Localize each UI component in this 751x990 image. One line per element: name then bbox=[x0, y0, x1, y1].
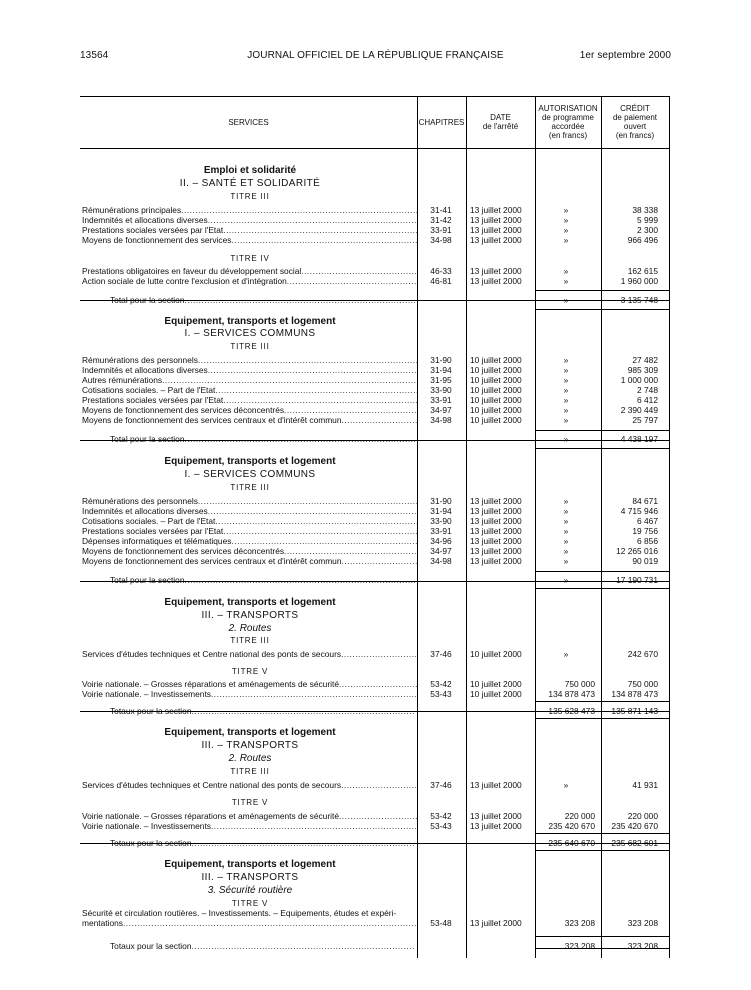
total-label: Total pour la section ..... bbox=[110, 434, 415, 444]
row-date: 10 juillet 2000 bbox=[470, 415, 522, 425]
row-date: 13 juillet 2000 bbox=[470, 918, 522, 928]
row-autorisation: » bbox=[563, 405, 569, 415]
section-heading: TITRE V bbox=[231, 798, 269, 807]
row-credit: 90 019 bbox=[632, 556, 658, 566]
journal-title: JOURNAL OFFICIEL DE LA RÉPUBLIQUE FRANÇAISE bbox=[247, 50, 504, 61]
row-autorisation: » bbox=[563, 649, 569, 659]
row-chapitre: 31-42 bbox=[430, 215, 452, 225]
row-credit: 1 000 000 bbox=[620, 375, 658, 385]
table-row bbox=[80, 811, 669, 821]
table-row bbox=[80, 506, 669, 516]
col-header-services: SERVICES bbox=[228, 117, 269, 127]
section-heading: I. – SERVICES COMMUNS bbox=[184, 328, 316, 339]
row-autorisation: » bbox=[563, 385, 569, 395]
row-date: 13 juillet 2000 bbox=[470, 536, 522, 546]
table-row bbox=[80, 276, 669, 286]
row-label: Voirie nationale. – Grosses réparations et aménagements de sécurité ..... bbox=[82, 811, 417, 821]
row-date: 13 juillet 2000 bbox=[470, 526, 522, 536]
row-autorisation: » bbox=[563, 546, 569, 556]
section-heading: II. – SANTÉ ET SOLIDARITÉ bbox=[179, 178, 321, 189]
section-heading: III. – TRANSPORTS bbox=[201, 740, 299, 751]
row-date: 13 juillet 2000 bbox=[470, 266, 522, 276]
row-credit: 235 420 670 bbox=[611, 821, 658, 831]
row-date: 13 juillet 2000 bbox=[470, 496, 522, 506]
row-label: Services d'études techniques et Centre national des ponts de secours ..... bbox=[82, 780, 417, 790]
col-header-chapitres: CHAPITRES bbox=[418, 117, 465, 127]
row-autorisation: » bbox=[563, 365, 569, 375]
row-chapitre: 31-94 bbox=[430, 365, 452, 375]
row-label: Moyens de fonctionnement des services ..... bbox=[82, 235, 417, 245]
row-label: Dépenses informatiques et télématiques ..... bbox=[82, 536, 417, 546]
row-date: 10 juillet 2000 bbox=[470, 395, 522, 405]
row-chapitre: 33-91 bbox=[430, 395, 452, 405]
row-chapitre: 31-41 bbox=[430, 205, 452, 215]
section-bottom-rule bbox=[535, 309, 669, 310]
row-label: Moyens de fonctionnement des services déconcentrés ..... bbox=[82, 546, 417, 556]
section-heading: III. – TRANSPORTS bbox=[201, 872, 299, 883]
section-separator bbox=[80, 581, 669, 582]
section-heading: TITRE III bbox=[230, 483, 270, 492]
row-chapitre: 53-43 bbox=[430, 821, 452, 831]
row-label: Cotisations sociales. – Part de l'Etat ..... bbox=[82, 385, 417, 395]
row-autorisation: » bbox=[563, 395, 569, 405]
table-row bbox=[80, 355, 669, 365]
table-row bbox=[80, 405, 669, 415]
row-credit: 19 756 bbox=[632, 526, 658, 536]
total-rule bbox=[535, 430, 669, 431]
row-credit: 5 999 bbox=[637, 215, 658, 225]
row-date: 13 juillet 2000 bbox=[470, 276, 522, 286]
row-autorisation: 134 878 473 bbox=[548, 689, 595, 699]
table-row bbox=[80, 365, 669, 375]
table-row bbox=[80, 225, 669, 235]
row-chapitre: 53-42 bbox=[430, 811, 452, 821]
total-rule bbox=[535, 833, 669, 834]
row-chapitre: 31-90 bbox=[430, 355, 452, 365]
row-credit: 2 300 bbox=[637, 225, 658, 235]
total-label: Total pour la section ..... bbox=[110, 575, 415, 585]
total-row bbox=[80, 941, 669, 951]
section-separator bbox=[80, 440, 669, 441]
total-autorisation: 323 208 bbox=[564, 941, 595, 951]
row-chapitre: 34-96 bbox=[430, 536, 452, 546]
row-chapitre: 33-90 bbox=[430, 385, 452, 395]
row-label: Prestations sociales versées par l'Etat ..... bbox=[82, 526, 417, 536]
row-chapitre: 31-90 bbox=[430, 496, 452, 506]
row-label: Voirie nationale. – Grosses réparations et aménagements de sécurité ..... bbox=[82, 679, 417, 689]
row-credit: 1 960 000 bbox=[620, 276, 658, 286]
row-chapitre: 37-46 bbox=[430, 649, 452, 659]
table-row bbox=[80, 415, 669, 425]
row-label: Cotisations sociales. – Part de l'Etat ..... bbox=[82, 516, 417, 526]
row-date: 13 juillet 2000 bbox=[470, 821, 522, 831]
section-heading: TITRE IV bbox=[230, 254, 270, 263]
row-credit: 25 797 bbox=[632, 415, 658, 425]
row-label: Action sociale de lutte contre l'exclusion et d'intégration ..... bbox=[82, 276, 417, 286]
row-credit: 2 748 bbox=[637, 385, 658, 395]
total-credit: 17 190 731 bbox=[616, 575, 658, 585]
section-heading: TITRE III bbox=[230, 192, 270, 201]
section-bottom-rule bbox=[535, 718, 669, 719]
row-chapitre: 37-46 bbox=[430, 780, 452, 790]
row-credit: 27 482 bbox=[632, 355, 658, 365]
table-row bbox=[80, 205, 669, 215]
section-bottom-rule bbox=[535, 448, 669, 449]
row-date: 10 juillet 2000 bbox=[470, 649, 522, 659]
row-credit: 134 878 473 bbox=[611, 689, 658, 699]
section-heading: Equipement, transports et logement bbox=[164, 316, 336, 327]
row-date: 10 juillet 2000 bbox=[470, 375, 522, 385]
row-label: Autres rémunérations ..... bbox=[82, 375, 417, 385]
row-date: 13 juillet 2000 bbox=[470, 811, 522, 821]
section-heading: 2. Routes bbox=[228, 753, 272, 764]
row-autorisation: » bbox=[563, 276, 569, 286]
section-heading: TITRE V bbox=[231, 667, 269, 676]
section-heading: 2. Routes bbox=[228, 623, 272, 634]
row-credit: 6 412 bbox=[637, 395, 658, 405]
section-heading: TITRE III bbox=[230, 636, 270, 645]
table-row bbox=[80, 821, 669, 831]
table-row bbox=[80, 689, 669, 699]
row-label: Voirie nationale. – Investissements ..... bbox=[82, 821, 417, 831]
row-credit: 323 208 bbox=[627, 918, 658, 928]
row-credit: 220 000 bbox=[627, 811, 658, 821]
section-heading: TITRE V bbox=[231, 899, 269, 908]
row-chapitre: 34-98 bbox=[430, 415, 452, 425]
row-date: 10 juillet 2000 bbox=[470, 355, 522, 365]
row-chapitre: 33-91 bbox=[430, 225, 452, 235]
row-autorisation: 323 208 bbox=[564, 918, 595, 928]
row-date: 10 juillet 2000 bbox=[470, 689, 522, 699]
col-header-credit: CRÉDIT de paiement ouvert (en francs) bbox=[612, 104, 658, 140]
section-heading: III. – TRANSPORTS bbox=[201, 610, 299, 621]
row-autorisation: » bbox=[563, 375, 569, 385]
row-date: 13 juillet 2000 bbox=[470, 215, 522, 225]
row-label: Rémunérations des personnels ..... bbox=[82, 496, 417, 506]
section-heading: 3. Sécurité routière bbox=[207, 885, 293, 896]
col-header-date: DATE de l'arrêté bbox=[482, 113, 519, 131]
row-autorisation: 220 000 bbox=[564, 811, 595, 821]
page-number: 13564 bbox=[80, 50, 109, 61]
total-credit: 323 208 bbox=[627, 941, 658, 951]
section-heading: TITRE III bbox=[230, 342, 270, 351]
table-row bbox=[80, 556, 669, 566]
table-row bbox=[80, 385, 669, 395]
total-rule bbox=[535, 290, 669, 291]
section-bottom-rule bbox=[535, 588, 669, 589]
total-rule bbox=[535, 701, 669, 702]
row-chapitre: 53-42 bbox=[430, 679, 452, 689]
row-date: 10 juillet 2000 bbox=[470, 405, 522, 415]
row-date: 13 juillet 2000 bbox=[470, 235, 522, 245]
table-row bbox=[80, 235, 669, 245]
row-label: Prestations sociales versées par l'Etat ..... bbox=[82, 395, 417, 405]
row-credit: 242 670 bbox=[627, 649, 658, 659]
row-label: Indemnités et allocations diverses ..... bbox=[82, 365, 417, 375]
total-row bbox=[80, 575, 669, 585]
row-credit: 2 390 449 bbox=[620, 405, 658, 415]
row-credit: 41 931 bbox=[632, 780, 658, 790]
row-label: Moyens de fonctionnement des services centraux et d'intérêt commun ..... bbox=[82, 415, 417, 425]
row-autorisation: 235 420 670 bbox=[548, 821, 595, 831]
total-rule bbox=[535, 571, 669, 572]
row-autorisation: » bbox=[563, 215, 569, 225]
total-credit: 3 135 748 bbox=[620, 295, 658, 305]
table-row bbox=[80, 546, 669, 556]
section-heading: Equipement, transports et logement bbox=[164, 727, 336, 738]
row-credit: 38 338 bbox=[632, 205, 658, 215]
section-heading: TITRE III bbox=[230, 767, 270, 776]
table-row bbox=[80, 780, 669, 790]
row-label: Indemnités et allocations diverses ..... bbox=[82, 215, 417, 225]
section-separator bbox=[80, 711, 669, 712]
row-autorisation: » bbox=[563, 235, 569, 245]
section-heading: I. – SERVICES COMMUNS bbox=[184, 469, 316, 480]
row-label: mentations ..... bbox=[82, 918, 417, 928]
total-autorisation: » bbox=[563, 434, 569, 444]
row-autorisation: » bbox=[563, 506, 569, 516]
row-date: 10 juillet 2000 bbox=[470, 385, 522, 395]
total-autorisation: 235 640 670 bbox=[548, 838, 595, 848]
table-row bbox=[80, 649, 669, 659]
row-chapitre: 53-48 bbox=[430, 918, 452, 928]
row-label: Indemnités et allocations diverses ..... bbox=[82, 506, 417, 516]
table-row bbox=[80, 395, 669, 405]
row-autorisation: » bbox=[563, 205, 569, 215]
total-label: Totaux pour la section ..... bbox=[110, 706, 415, 716]
total-row bbox=[80, 434, 669, 444]
table-row bbox=[80, 266, 669, 276]
section-heading: Equipement, transports et logement bbox=[164, 456, 336, 467]
table-row bbox=[80, 516, 669, 526]
row-chapitre: 33-91 bbox=[430, 526, 452, 536]
row-date: 13 juillet 2000 bbox=[470, 205, 522, 215]
total-label: Totaux pour la section ..... bbox=[110, 941, 415, 951]
row-credit: 84 671 bbox=[632, 496, 658, 506]
issue-date: 1er septembre 2000 bbox=[579, 50, 671, 61]
section-bottom-rule bbox=[535, 948, 669, 949]
row-chapitre: 46-33 bbox=[430, 266, 452, 276]
total-rule bbox=[535, 936, 669, 937]
row-chapitre: 31-95 bbox=[430, 375, 452, 385]
row-chapitre: 31-94 bbox=[430, 506, 452, 516]
row-date: 13 juillet 2000 bbox=[470, 546, 522, 556]
row-date: 13 juillet 2000 bbox=[470, 506, 522, 516]
row-autorisation: » bbox=[563, 526, 569, 536]
table-row bbox=[80, 526, 669, 536]
row-date: 10 juillet 2000 bbox=[470, 679, 522, 689]
row-autorisation: » bbox=[563, 516, 569, 526]
table-row bbox=[80, 496, 669, 506]
table-row bbox=[80, 215, 669, 225]
row-credit: 966 496 bbox=[627, 235, 658, 245]
row-label: Sécurité et circulation routières. – Investissements. – Equipements, études et expéri- bbox=[82, 908, 397, 918]
section-heading: Equipement, transports et logement bbox=[164, 859, 336, 870]
section-separator bbox=[80, 843, 669, 844]
table-row bbox=[80, 679, 669, 689]
row-autorisation: » bbox=[563, 780, 569, 790]
row-chapitre: 53-43 bbox=[430, 689, 452, 699]
row-date: 10 juillet 2000 bbox=[470, 365, 522, 375]
total-autorisation: » bbox=[563, 295, 569, 305]
row-label: Prestations sociales versées par l'Etat ..... bbox=[82, 225, 417, 235]
row-date: 13 juillet 2000 bbox=[470, 780, 522, 790]
section-heading: Emploi et solidarité bbox=[203, 165, 297, 176]
row-autorisation: » bbox=[563, 496, 569, 506]
row-label: Rémunérations des personnels ..... bbox=[82, 355, 417, 365]
row-chapitre: 34-98 bbox=[430, 556, 452, 566]
row-autorisation: 750 000 bbox=[564, 679, 595, 689]
row-chapitre: 33-90 bbox=[430, 516, 452, 526]
row-label: Services d'études techniques et Centre national des ponts de secours ..... bbox=[82, 649, 417, 659]
row-date: 13 juillet 2000 bbox=[470, 225, 522, 235]
budget-table bbox=[80, 96, 669, 958]
row-label: Rémunérations principales ..... bbox=[82, 205, 417, 215]
section-heading: Equipement, transports et logement bbox=[164, 597, 336, 608]
row-credit: 6 856 bbox=[637, 536, 658, 546]
section-separator bbox=[80, 300, 669, 301]
row-label: Moyens de fonctionnement des services déconcentrés ..... bbox=[82, 405, 417, 415]
row-credit: 750 000 bbox=[627, 679, 658, 689]
row-chapitre: 46-81 bbox=[430, 276, 452, 286]
row-label: Moyens de fonctionnement des services centraux et d'intérêt commun ..... bbox=[82, 556, 417, 566]
row-credit: 6 467 bbox=[637, 516, 658, 526]
row-label: Voirie nationale. – Investissements ..... bbox=[82, 689, 417, 699]
row-credit: 985 309 bbox=[627, 365, 658, 375]
row-autorisation: » bbox=[563, 355, 569, 365]
section-bottom-rule bbox=[535, 850, 669, 851]
row-credit: 12 265 016 bbox=[616, 546, 658, 556]
table-row bbox=[80, 918, 669, 928]
total-autorisation: » bbox=[563, 575, 569, 585]
row-autorisation: » bbox=[563, 415, 569, 425]
table-row bbox=[80, 375, 669, 385]
row-chapitre: 34-97 bbox=[430, 405, 452, 415]
row-credit: 4 715 946 bbox=[620, 506, 658, 516]
row-label: Prestations obligatoires en faveur du développement social ..... bbox=[82, 266, 417, 276]
row-date: 13 juillet 2000 bbox=[470, 516, 522, 526]
total-credit: 135 871 143 bbox=[611, 706, 658, 716]
row-chapitre: 34-98 bbox=[430, 235, 452, 245]
row-credit: 162 615 bbox=[627, 266, 658, 276]
total-credit: 235 682 601 bbox=[611, 838, 658, 848]
total-label: Total pour la section ..... bbox=[110, 295, 415, 305]
row-date: 13 juillet 2000 bbox=[470, 556, 522, 566]
row-autorisation: » bbox=[563, 556, 569, 566]
total-credit: 4 438 197 bbox=[620, 434, 658, 444]
row-autorisation: » bbox=[563, 225, 569, 235]
row-autorisation: » bbox=[563, 536, 569, 546]
table-row bbox=[80, 536, 669, 546]
total-label: Totaux pour la section ..... bbox=[110, 838, 415, 848]
total-autorisation: 135 628 473 bbox=[548, 706, 595, 716]
row-autorisation: » bbox=[563, 266, 569, 276]
col-header-autorisation: AUTORISATION de programme accordée (en francs) bbox=[538, 104, 598, 140]
row-chapitre: 34-97 bbox=[430, 546, 452, 556]
